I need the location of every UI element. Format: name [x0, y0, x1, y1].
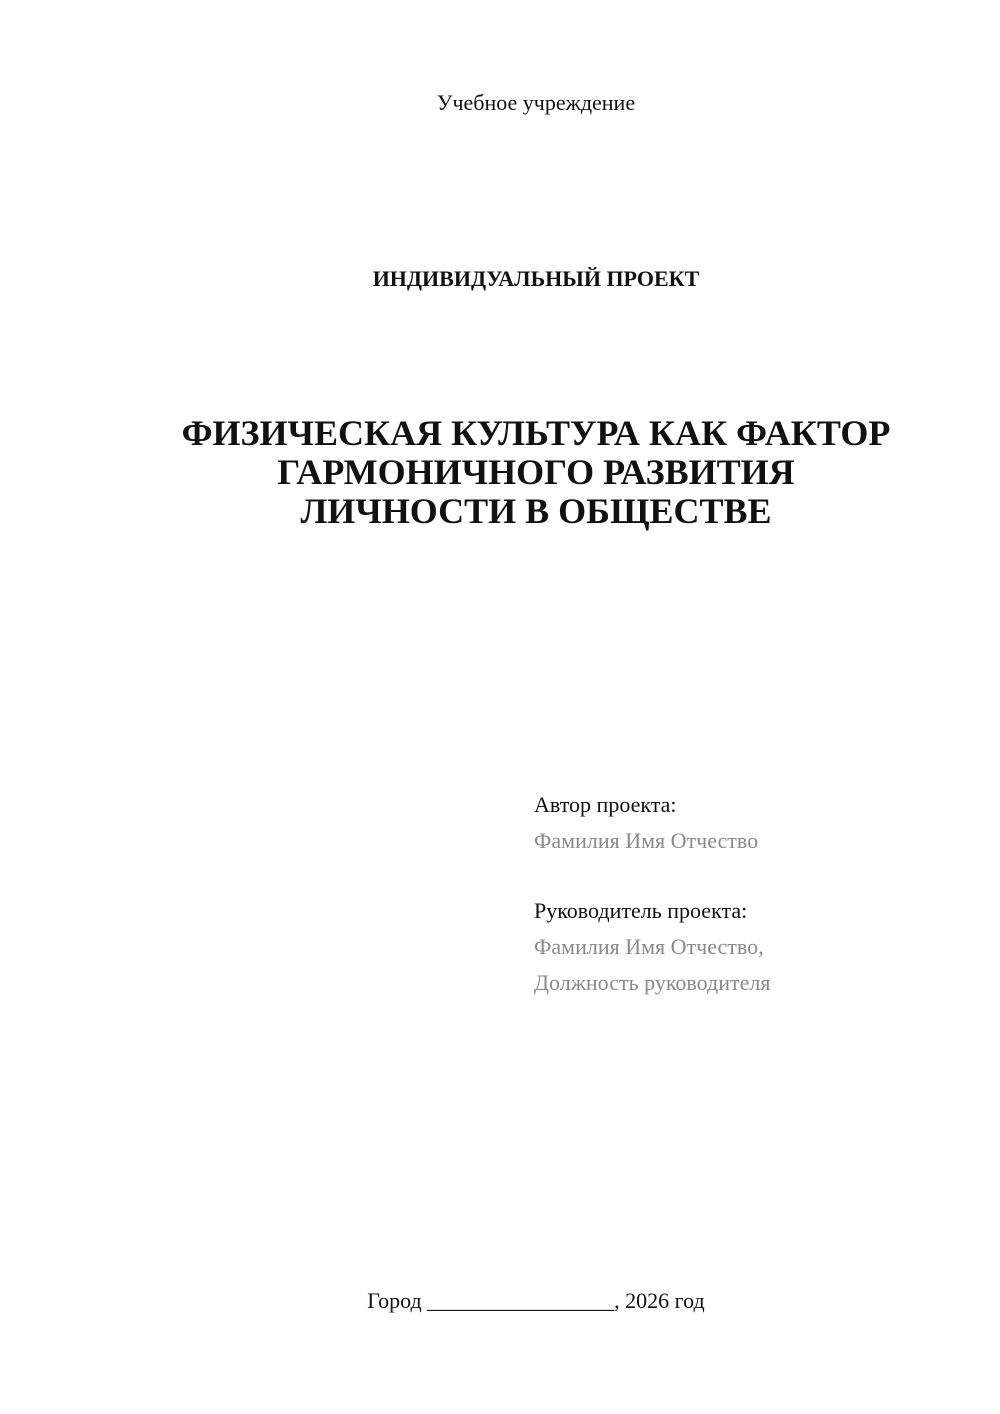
supervisor-label: Руководитель проекта:: [534, 898, 748, 923]
project-title: [0, 414, 1000, 531]
author-block: [534, 787, 758, 859]
institution-name: Учебное учреждение: [436, 90, 636, 115]
city-year-footer: Город _________________, 2026 год: [367, 1288, 705, 1313]
supervisor-block: [534, 893, 770, 1001]
project-title-line: ГАРМОНИЧНОГО РАЗВИТИЯ: [277, 452, 795, 492]
author-name: Фамилия Имя Отчество: [534, 828, 759, 853]
author-label: Автор проекта:: [534, 792, 677, 817]
supervisor-position: Должность руководителя: [534, 970, 771, 995]
project-title-line: ФИЗИЧЕСКАЯ КУЛЬТУРА КАК ФАКТОР: [181, 413, 891, 453]
supervisor-name: Фамилия Имя Отчество,: [534, 934, 764, 959]
project-type-heading: ИНДИВИДУАЛЬНЫЙ ПРОЕКТ: [372, 266, 700, 291]
project-title-line: ЛИЧНОСТИ В ОБЩЕСТВЕ: [300, 491, 772, 531]
